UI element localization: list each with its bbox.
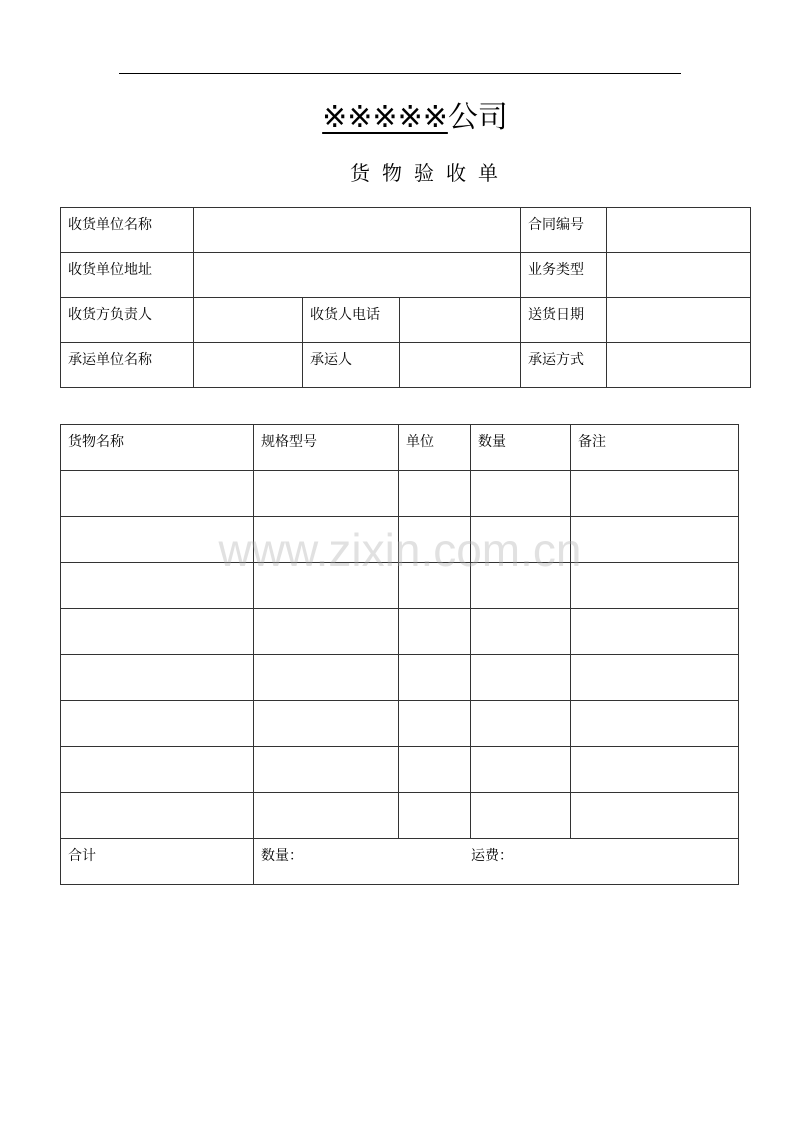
receiver-name-field[interactable] (194, 208, 521, 253)
unit-cell[interactable] (399, 471, 471, 517)
transport-mode-field[interactable] (607, 343, 751, 388)
remarks-cell[interactable] (571, 655, 739, 701)
receiver-contact-field[interactable] (194, 298, 303, 343)
contract-no-field[interactable] (607, 208, 751, 253)
unit-cell[interactable] (399, 793, 471, 839)
quantity-cell[interactable] (471, 701, 571, 747)
receiver-address-field[interactable] (194, 253, 521, 298)
table-row (61, 471, 739, 517)
goods-name-cell[interactable] (61, 609, 254, 655)
total-summary-cell[interactable] (254, 839, 739, 885)
receiver-phone-field[interactable] (400, 298, 521, 343)
spec-model-header: 规格型号 (254, 425, 399, 471)
total-label: 合计 (61, 839, 254, 885)
quantity-cell[interactable] (471, 563, 571, 609)
remarks-cell[interactable] (571, 609, 739, 655)
remarks-cell[interactable] (571, 793, 739, 839)
goods-table (60, 424, 739, 885)
transport-mode-label: 承运方式 (521, 343, 607, 388)
receiver-name-label: 收货单位名称 (61, 208, 194, 253)
remarks-cell[interactable] (571, 563, 739, 609)
unit-cell[interactable] (399, 701, 471, 747)
table-row (61, 298, 751, 343)
table-row (61, 208, 751, 253)
table-row (61, 747, 739, 793)
remarks-cell[interactable] (571, 701, 739, 747)
receiver-contact-label: 收货方负责人 (61, 298, 194, 343)
table-row (61, 701, 739, 747)
total-quantity-label: 数量： (261, 847, 303, 863)
remarks-cell[interactable] (571, 517, 739, 563)
company-suffix: 公司 (447, 100, 508, 135)
quantity-cell[interactable] (471, 471, 571, 517)
spec-model-cell[interactable] (254, 701, 399, 747)
carrier-name-field[interactable] (194, 343, 303, 388)
unit-cell[interactable] (399, 563, 471, 609)
goods-name-header: 货物名称 (61, 425, 254, 471)
table-row (61, 793, 739, 839)
unit-cell[interactable] (399, 747, 471, 793)
spec-model-cell[interactable] (254, 471, 399, 517)
company-marks: ※※※※※ (322, 100, 448, 135)
goods-name-cell[interactable] (61, 517, 254, 563)
business-type-label: 业务类型 (521, 253, 607, 298)
quantity-header: 数量 (471, 425, 571, 471)
quantity-cell[interactable] (471, 747, 571, 793)
unit-cell[interactable] (399, 655, 471, 701)
remarks-header: 备注 (571, 425, 739, 471)
carrier-person-label: 承运人 (303, 343, 400, 388)
goods-name-cell[interactable] (61, 701, 254, 747)
quantity-cell[interactable] (471, 655, 571, 701)
delivery-date-field[interactable] (607, 298, 751, 343)
business-type-field[interactable] (607, 253, 751, 298)
goods-name-cell[interactable] (61, 793, 254, 839)
table-row (61, 517, 739, 563)
company-title (0, 98, 800, 138)
spec-model-cell[interactable] (254, 655, 399, 701)
table-row (61, 609, 739, 655)
goods-name-cell[interactable] (61, 563, 254, 609)
spec-model-cell[interactable] (254, 517, 399, 563)
carrier-name-label: 承运单位名称 (61, 343, 194, 388)
remarks-cell[interactable] (571, 747, 739, 793)
goods-name-cell[interactable] (61, 747, 254, 793)
quantity-cell[interactable] (471, 793, 571, 839)
unit-cell[interactable] (399, 609, 471, 655)
delivery-date-label: 送货日期 (521, 298, 607, 343)
goods-header-row (61, 425, 739, 471)
spec-model-cell[interactable] (254, 609, 399, 655)
goods-name-cell[interactable] (61, 471, 254, 517)
contract-no-label: 合同编号 (521, 208, 607, 253)
receiver-info-table (60, 207, 751, 388)
quantity-cell[interactable] (471, 609, 571, 655)
unit-cell[interactable] (399, 517, 471, 563)
receiver-phone-label: 收货人电话 (303, 298, 400, 343)
freight-label: 运费： (471, 847, 513, 863)
spec-model-cell[interactable] (254, 563, 399, 609)
receiver-address-label: 收货单位地址 (61, 253, 194, 298)
total-row (61, 839, 739, 885)
unit-header: 单位 (399, 425, 471, 471)
spec-model-cell[interactable] (254, 747, 399, 793)
table-row (61, 563, 739, 609)
table-row (61, 253, 751, 298)
header-rule (119, 73, 681, 74)
carrier-person-field[interactable] (400, 343, 521, 388)
remarks-cell[interactable] (571, 471, 739, 517)
form-title: 货物验收单 (350, 161, 510, 185)
table-row (61, 343, 751, 388)
quantity-cell[interactable] (471, 517, 571, 563)
watermark: www.zixin.com.cn (218, 524, 582, 576)
goods-name-cell[interactable] (61, 655, 254, 701)
table-row (61, 655, 739, 701)
spec-model-cell[interactable] (254, 793, 399, 839)
